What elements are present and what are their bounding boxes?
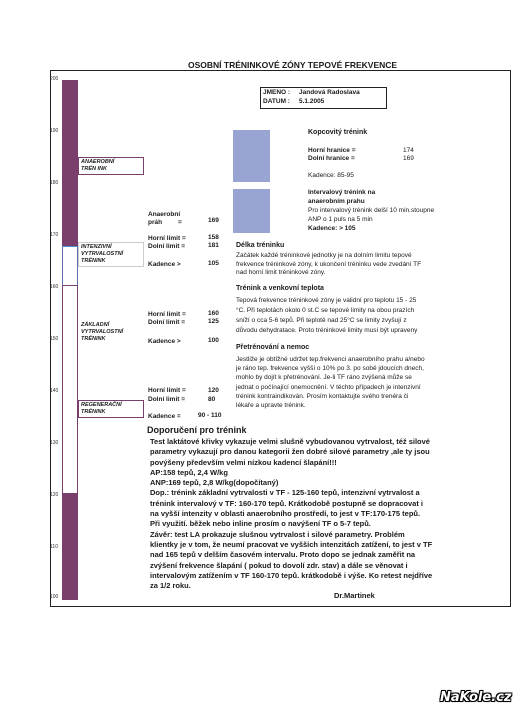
- intensive-lower-value: 181: [208, 242, 219, 249]
- text-line: mohlo by dojít k přetrénování. Je-li TF ráno zvýšená může se: [236, 374, 412, 382]
- zone-label-intensive: [78, 242, 144, 267]
- regen-lower-label: Dolní limit =: [148, 396, 186, 403]
- zone-bar-regeneration: [62, 493, 78, 600]
- text-line: Jestliže je obtížné udržet tep.frekvenci anaerobního prahu a/nebo: [236, 356, 425, 363]
- anaerobic-threshold-label: práh: [148, 219, 163, 226]
- hill-upper-label: Horní hranice =: [308, 147, 356, 154]
- text-line: nad horní limit tréninkové zóny.: [236, 269, 326, 276]
- heat-text: [236, 296, 417, 336]
- anaerobic-threshold-eq: =: [178, 219, 182, 226]
- intensive-upper-value: 158: [208, 234, 219, 241]
- text-line: trénink kontraindikován. Prosím kontaktujte svého trenéra či: [236, 392, 409, 400]
- scale-tick: 110: [50, 544, 58, 550]
- text-line: klientky je v tom, že neumí pracovat ve vyšších intenzitách zatížení, to jest v TF: [150, 539, 433, 549]
- interval-heading: Intervalový trénink na: [308, 189, 376, 196]
- basic-upper-value: 160: [208, 310, 219, 317]
- text-line: nad 165 tepů v delším časovém intervalu. Proto dopo se jednak zaměřit na: [150, 550, 416, 560]
- zone-label-regeneration: [78, 400, 144, 418]
- zone-label-basic: [78, 320, 144, 345]
- hill-lower-label: Dolní hranice =: [308, 155, 355, 162]
- zone-label-line: ANAEROBNÍ: [81, 159, 115, 165]
- scale-tick: 180: [50, 180, 59, 186]
- scale-tick: 150: [50, 336, 59, 342]
- hill-upper-value: 174: [403, 147, 414, 154]
- zone-label-anaerobic: [78, 157, 144, 175]
- interval-text: Pro intervalový trénink delší 10 min.stoupne: [308, 207, 435, 214]
- text-line: Začátek každé tréninkové jednotky je na dolním limitu tepové: [236, 252, 412, 259]
- hill-cadence: Kadence: 85-95: [308, 172, 354, 179]
- interval-text: ANP o 1 puls na 5 min: [308, 216, 373, 223]
- text-line: jednat o počínající onemocnění. V těchto případech je intenzivní: [236, 383, 421, 391]
- date-value: 5.1.2005: [299, 98, 325, 105]
- regen-cadence-label: Kadence =: [148, 413, 181, 420]
- text-line: AP:158 tepů, 2,4 W/kg: [150, 467, 228, 477]
- scale-tick: 130: [50, 440, 59, 446]
- text-line: parametry vykazují pro danou kategorii žen dobré silové parametry ,ale ty jsou: [150, 447, 430, 457]
- basic-cadence-value: 100: [208, 337, 219, 344]
- basic-lower-value: 125: [208, 318, 219, 325]
- zone-label-line: REGENERAČNÍ: [81, 402, 122, 408]
- text-line: na vyšší intenzity v oblasti anaerobního prostředí, to jest v TF:170-175 tepů.: [150, 509, 421, 519]
- overtraining-text: [236, 355, 425, 410]
- text-line: důvodu dehydratace. Proto tréninkové limity musí být upraveny: [236, 327, 418, 334]
- text-line: trénink intervalový v TF: 160-170 tepů. Krátkodobě postupně se dopracovat i: [150, 498, 423, 508]
- interval-heading: anaerobním prahu: [308, 198, 365, 205]
- text-line: Tepová frekvence tréninkové zóny je validní pro teplotu 15 - 25: [236, 297, 417, 304]
- hill-lower-value: 169: [403, 155, 414, 162]
- scale-tick: 200: [50, 76, 59, 82]
- basic-lower-label: Dolní limit =: [148, 319, 186, 326]
- zone-bar-anaerobic: [62, 80, 78, 246]
- zone-label-line: TRÉNINK: [81, 336, 106, 342]
- hill-heading: Kopcovitý trénink: [308, 129, 368, 136]
- text-line: frekvence tréninkové zóny, k ukončení tréninku vede zvedání TF: [236, 260, 422, 268]
- regen-upper-label: Horní limit =: [148, 387, 186, 394]
- intensive-upper-label: Horní limit =: [148, 235, 186, 242]
- scale-tick: 120: [50, 492, 59, 498]
- text-line: Při využití. běžek nebo inline prosím o navýšení TF o 5-7 tepů.: [150, 519, 371, 529]
- text-line: za 1/2 roku.: [150, 581, 191, 591]
- zone-label-line: TRÉNINK: [81, 258, 106, 264]
- regen-lower-value: 80: [208, 396, 216, 403]
- regen-upper-value: 120: [208, 387, 219, 394]
- text-line: Test laktátové křivky vykazuje velmi slušně vybudovanou vytrvalost, též silové: [150, 437, 430, 446]
- text-line: sníží o cca 5-6 tepů. Při teplotě nad 25°C se limity zvyšují z: [236, 317, 407, 324]
- recommendations-heading: Doporučení pro trénink: [147, 425, 247, 435]
- scale-tick: 100: [50, 594, 59, 600]
- recommendations-text: [150, 437, 432, 591]
- intensive-cadence-value: 105: [208, 260, 219, 267]
- regen-cadence-value: 90 - 110: [198, 412, 222, 419]
- name-value: Jandová Radoslava: [299, 89, 360, 96]
- zone-label-line: ZÁKLADNÍ: [81, 322, 110, 328]
- scale-tick: 190: [50, 128, 59, 134]
- date-label: DATUM :: [263, 98, 290, 105]
- text-line: povýšeny především velmi nízkou kadencí šlapání!!!: [150, 457, 337, 467]
- zone-label-line: INTENZIVNÍ: [81, 244, 112, 250]
- duration-heading: Délka tréninku: [236, 242, 285, 249]
- duration-text: [236, 252, 421, 278]
- name-label: JMENO :: [263, 89, 291, 96]
- overtraining-heading: Přetrénování a nemoc: [236, 344, 310, 351]
- intensive-lower-label: Dolní limit =: [148, 243, 186, 250]
- text-line: Závěr: test LA prokazuje slušnou vytrvalost i silové parametry. Problém: [150, 529, 405, 539]
- zone-label-line: VYTRVALOSTNÍ: [81, 329, 124, 335]
- zone-label-line: TRÉNINK: [81, 409, 106, 415]
- scale-tick: 140: [50, 388, 59, 394]
- text-line: intervalovým zatížením v TF 160-170 tepů. krátkodobě i výše. Ko retest nejdříve: [150, 570, 433, 580]
- text-line: Dop.: trénink základní vytrvalosti v TF - 125-160 tepů, intenzivní vytrvalost a: [150, 488, 420, 498]
- anaerobic-threshold-label: Anaerobní: [148, 211, 181, 218]
- interval-training-swatch: [233, 189, 270, 233]
- anaerobic-threshold-value: 169: [208, 217, 219, 224]
- intensive-cadence-label: Kadence >: [148, 261, 181, 268]
- text-line: je ráno tep. frekvence vyšší o 10% po 3. po sobě jdoucích dnech,: [236, 365, 424, 373]
- nakole-watermark: NaKole.cz: [440, 690, 512, 705]
- zone-bar-basic: [62, 286, 78, 493]
- athlete-info-box: [260, 87, 387, 109]
- text-line: °C. Při teplotách okolo 0 st.C se tepové limity na obou prazích: [236, 307, 415, 314]
- basic-cadence-label: Kadence >: [148, 338, 181, 345]
- text-line: zvýšení frekvence šlapání ( pokud to dovolí zdr. stav) a dále se věnovat i: [150, 560, 408, 570]
- signature: Dr.Martinek: [334, 591, 375, 600]
- scale-tick: 170: [50, 232, 59, 238]
- interval-cadence: Kadence: > 105: [308, 225, 356, 232]
- zone-bar-intensive: [62, 246, 78, 286]
- heat-heading: Trénink a venkovní teplota: [236, 285, 324, 292]
- page-title: OSOBNÍ TRÉNINKOVÉ ZÓNY TEPOVÉ FREKVENCE: [188, 60, 398, 70]
- basic-upper-label: Horní limit =: [148, 311, 186, 318]
- zone-label-line: TRÉN INK: [81, 166, 107, 172]
- text-line: ANP:169 tepů, 2,8 W/kg(dopočítaný): [150, 478, 279, 488]
- scale-tick: 160: [50, 284, 59, 290]
- hill-training-swatch: [233, 130, 270, 182]
- zone-label-line: VYTRVALOSTNÍ: [81, 251, 124, 257]
- text-line: lékaře a upravte trénink.: [236, 402, 306, 410]
